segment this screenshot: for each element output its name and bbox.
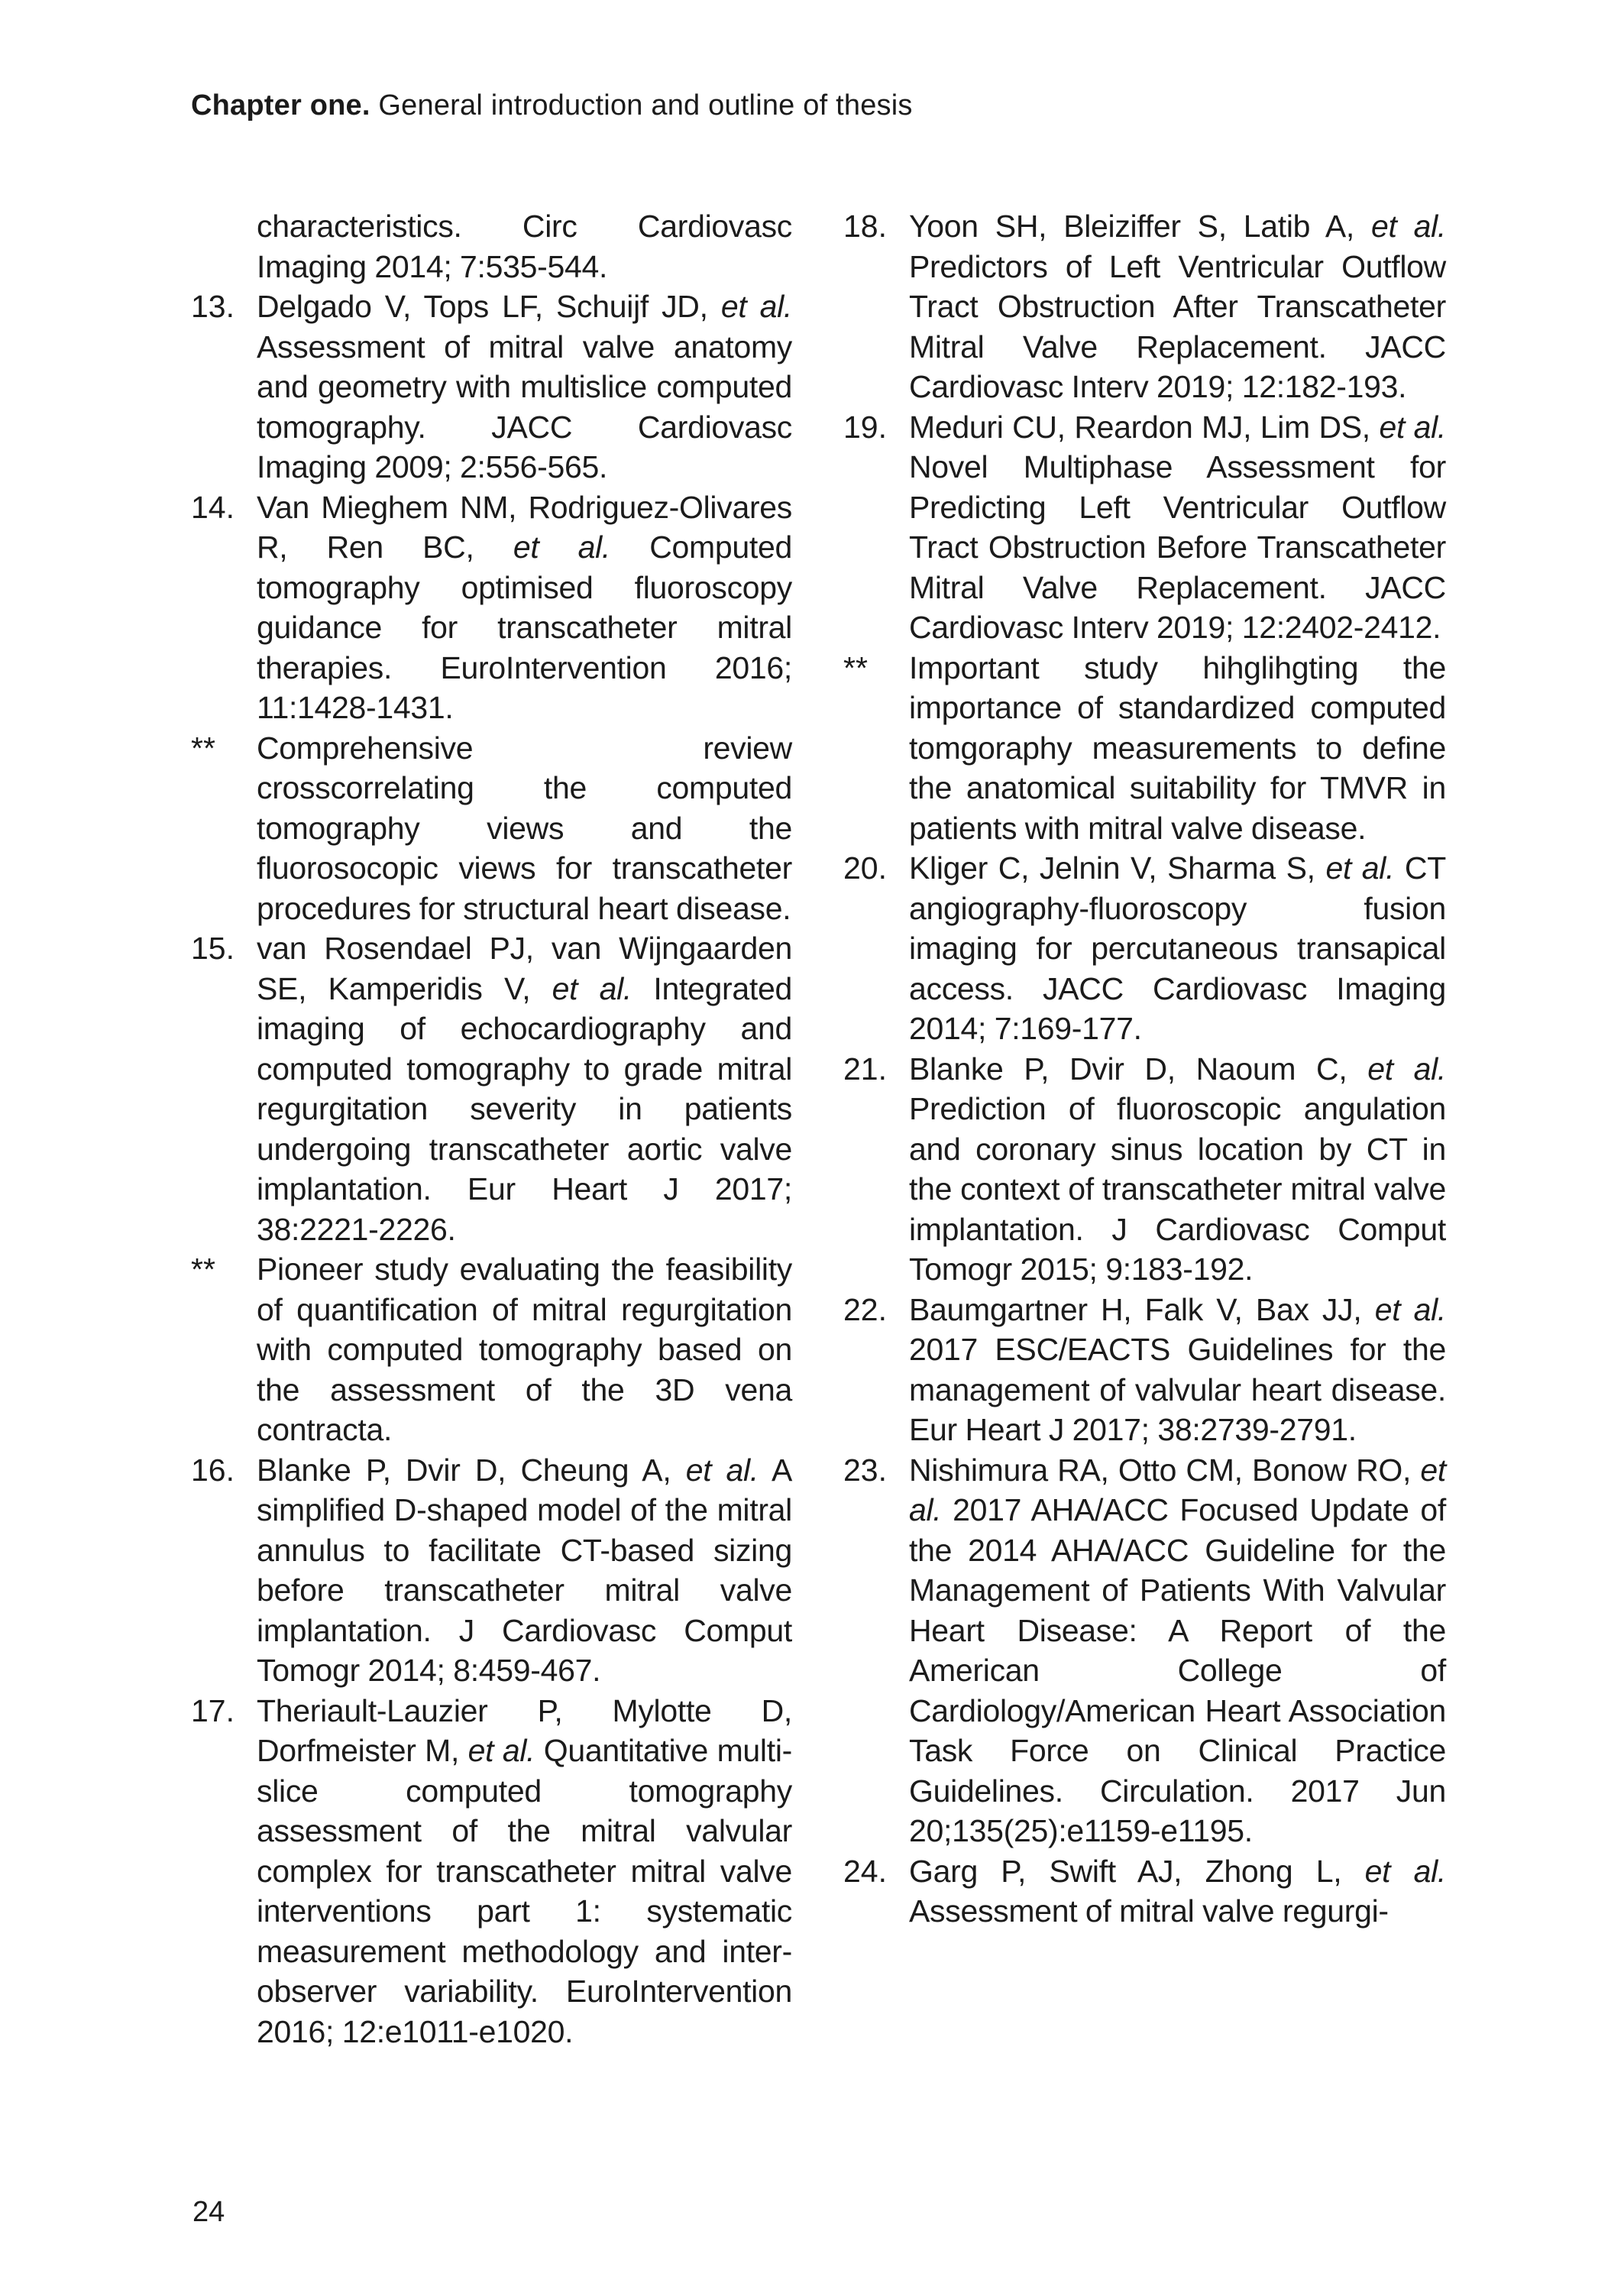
et-al-italic: et al. <box>467 1733 535 1768</box>
reference-text-segment: Comprehensive review crosscorrelating the computed tomography views and the fluorosocopic views for transcatheter procedures for structural heart disease. <box>257 730 792 926</box>
annotation-item <box>843 648 1446 849</box>
page-number: 24 <box>192 2196 225 2228</box>
reference-text-segment: Integrated imaging of echocardiography and computed tomography to grade mitral regurgitation severity in patients undergoing transcatheter aortic valve implantation. Eur Heart J 2017; 38:2221-2226. <box>257 970 792 1247</box>
reference-text <box>257 1252 792 1447</box>
reference-item <box>843 1851 1446 1932</box>
reference-item <box>191 1691 792 2052</box>
reference-text <box>257 1693 792 2049</box>
reference-text-segment: Quantitative multi-slice computed tomography assessment of the mitral valvular complex for transcatheter mitral valve interventions part 1: systematic measurement methodology and inter-observer variability. EuroIntervention 2016; 12:e1011-e1020. <box>257 1733 792 2049</box>
et-al-italic: et al. <box>1371 209 1446 244</box>
reference-text <box>257 931 792 1247</box>
et-al-italic: et al. <box>1325 850 1395 886</box>
reference-number: 16. <box>191 1452 235 1488</box>
reference-text-segment: Blanke P, Dvir D, Naoum C, <box>909 1051 1368 1087</box>
et-al-italic: et al. <box>1379 409 1446 445</box>
reference-text <box>257 1453 792 1689</box>
reference-text-segment: van Rosendael PJ, van Wijngaarden SE, Kamperidis V, <box>257 931 792 1006</box>
reference-text-segment: Computed tomography optimised fluoroscopy guidance for transcatheter mitral therapies. EuroIntervention 2016; 11:1428-1431. <box>257 530 793 725</box>
reference-text-segment: Theriault-Lauzier P, Mylotte D, Dorfmeister M, <box>257 1692 792 1768</box>
annotation-item <box>191 1249 792 1450</box>
et-al-italic: et al. <box>513 530 611 565</box>
reference-text <box>257 209 792 284</box>
et-al-italic: et al. <box>1364 1853 1446 1889</box>
reference-text <box>909 209 1446 404</box>
reference-text-segment: Delgado V, Tops LF, Schuijf JD, <box>257 289 721 324</box>
reference-item <box>843 407 1446 648</box>
reference-text-segment: 2017 ESC/EACTS Guidelines for the management of valvular heart disease. Eur Heart J 2017; 38:2739-2791. <box>909 1332 1446 1447</box>
reference-item <box>191 1450 792 1691</box>
reference-text <box>909 1453 1446 1849</box>
annotation-item <box>191 728 792 929</box>
reference-item <box>843 1290 1446 1450</box>
reference-text <box>257 490 792 726</box>
reference-item <box>191 487 792 728</box>
reference-text-segment: Blanke P, Dvir D, Cheung A, <box>257 1452 686 1488</box>
reference-text-segment: Assessment of mitral valve anatomy and geometry with multislice computed tomography. JACC Cardiovasc Imaging 2009; 2:556-565. <box>257 329 792 484</box>
reference-text-segment: Important study hihglihgting the importance of standardized computed tomgoraphy measurements to define the anatomical suitability for TMVR in patients with mitral valve disease. <box>909 649 1446 846</box>
reference-text <box>909 850 1446 1046</box>
references-column-right <box>843 206 1446 1932</box>
reference-item <box>191 206 792 287</box>
annotation-marker: ** <box>191 1252 215 1287</box>
reference-item <box>843 848 1446 1049</box>
reference-text-segment: Yoon SH, Bleiziffer S, Latib A, <box>909 209 1372 244</box>
et-al-italic: et al. <box>720 289 792 324</box>
reference-text-segment: Garg P, Swift AJ, Zhong L, <box>909 1853 1365 1889</box>
reference-number: 24. <box>843 1853 887 1889</box>
chapter-label: Chapter one. <box>191 89 370 121</box>
reference-number: 17. <box>191 1692 235 1728</box>
reference-item <box>843 206 1446 407</box>
reference-text-segment: CT angiography-fluoroscopy fusion imaging for percutaneous transapical access. JACC Cardiovasc Imaging 2014; 7:169-177. <box>909 850 1446 1046</box>
chapter-title: General introduction and outline of thesis <box>370 89 913 121</box>
reference-item <box>191 287 792 487</box>
reference-text <box>909 650 1446 846</box>
reference-text <box>909 1292 1446 1448</box>
reference-number: 15. <box>191 931 235 966</box>
annotation-marker: ** <box>843 649 868 685</box>
et-al-italic: et al. <box>909 1452 1446 1527</box>
reference-text-segment: Novel Multiphase Assessment for Predicting Left Ventricular Outflow Tract Obstruction Before Transcatheter Mitral Valve Replacement. JACC Cardiovasc Interv 2019; 12:2402-2412. <box>909 449 1446 645</box>
reference-text <box>909 410 1446 646</box>
reference-number: 19. <box>843 409 887 445</box>
et-al-italic: et al. <box>685 1452 759 1488</box>
reference-item <box>843 1049 1446 1290</box>
reference-text-segment: characteristics. Circ Cardiovasc Imaging 2014; 7:535-544. <box>257 209 792 284</box>
reference-text <box>909 1854 1446 1929</box>
et-al-italic: et al. <box>1374 1291 1447 1327</box>
reference-text-segment: A simplified D-shaped model of the mitral annulus to facilitate CT-based sizing before transcatheter mitral valve implantation. J Cardiovasc Comput Tomogr 2014; 8:459-467. <box>257 1452 792 1688</box>
reference-number: 14. <box>191 489 235 525</box>
reference-text-segment: Kliger C, Jelnin V, Sharma S, <box>909 850 1326 886</box>
reference-text-segment: Baumgartner H, Falk V, Bax JJ, <box>909 1291 1375 1327</box>
annotation-marker: ** <box>191 730 215 766</box>
reference-number: 18. <box>843 209 887 244</box>
reference-text-segment: Meduri CU, Reardon MJ, Lim DS, <box>909 409 1380 445</box>
references-column-left <box>191 206 792 2052</box>
reference-text-segment: Pioneer study evaluating the feasibility of quantification of mitral regurgitation with computed tomography based on the assessment of the 3D vena contracta. <box>257 1252 792 1447</box>
reference-text <box>257 730 792 926</box>
reference-number: 23. <box>843 1452 887 1488</box>
running-header <box>191 89 913 124</box>
reference-number: 20. <box>843 850 887 886</box>
reference-text-segment: Prediction of fluoroscopic angulation and coronary sinus location by CT in the context of transcatheter mitral valve implantation. J Cardiovasc Comput Tomogr 2015; 9:183-192. <box>909 1091 1446 1287</box>
reference-item <box>843 1450 1446 1851</box>
et-al-italic: et al. <box>552 970 632 1006</box>
reference-text-segment: 2017 AHA/ACC Focused Update of the 2014 AHA/ACC Guideline for the Management of Patients With Valvular Heart Disease: A Report of the American College of Cardiology/American Heart Association Task Force on Clinical Practice Guidelines. Circulation. 2017 Jun 20;135(25):e1159-e1195. <box>909 1492 1446 1848</box>
reference-text-segment: Van Mieghem NM, Rodriguez-Olivares R, Ren BC, <box>257 489 792 565</box>
reference-text-segment: Nishimura RA, Otto CM, Bonow RO, <box>909 1452 1421 1488</box>
reference-text <box>257 289 792 484</box>
et-al-italic: et al. <box>1367 1051 1446 1087</box>
reference-number: 21. <box>843 1051 887 1087</box>
reference-text-segment: Predictors of Left Ventricular Outflow Tract Obstruction After Transcatheter Mitral Valve Replacement. JACC Cardiovasc Interv 2019; 12:182-193. <box>909 248 1446 404</box>
reference-text-segment: Assessment of mitral valve regurgi- <box>909 1893 1389 1929</box>
reference-item <box>191 928 792 1249</box>
reference-number: 13. <box>191 289 235 324</box>
reference-number: 22. <box>843 1291 887 1327</box>
reference-text <box>909 1051 1446 1287</box>
